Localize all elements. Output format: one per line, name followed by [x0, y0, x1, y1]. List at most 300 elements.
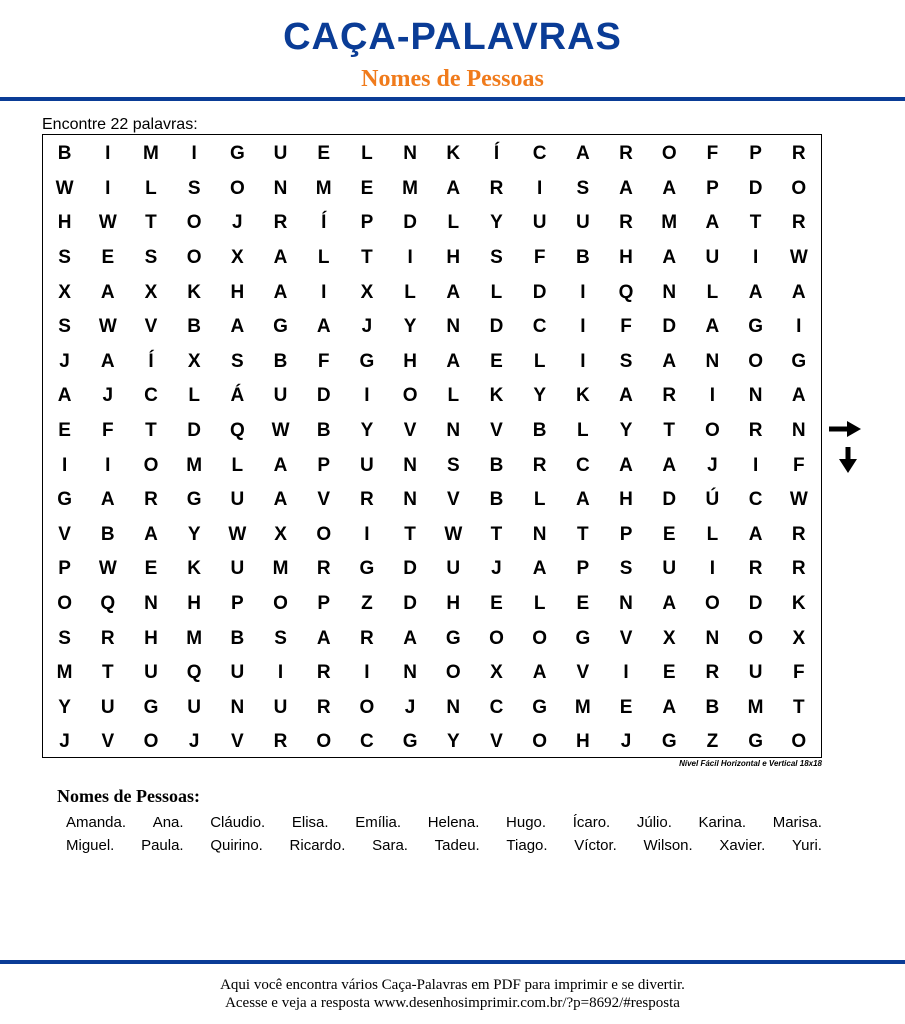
grid-cell[interactable]: B [230, 627, 245, 649]
grid-cell[interactable]: E [144, 558, 158, 580]
grid-cell[interactable]: X [144, 281, 158, 303]
grid-cell[interactable]: W [271, 420, 290, 442]
grid-cell[interactable]: W [55, 177, 74, 199]
grid-cell[interactable]: R [144, 489, 158, 511]
grid-cell[interactable]: I [277, 662, 284, 684]
grid-cell[interactable]: O [359, 696, 375, 718]
grid-cell[interactable]: O [445, 662, 461, 684]
grid-cell[interactable]: A [791, 281, 806, 303]
grid-cell[interactable]: V [144, 316, 158, 338]
grid-cell[interactable]: U [662, 558, 677, 580]
grid-cell[interactable]: D [489, 316, 504, 338]
grid-cell[interactable]: U [144, 662, 158, 684]
grid-cell[interactable]: T [361, 247, 373, 269]
grid-cell[interactable]: M [661, 212, 678, 234]
grid-cell[interactable]: O [316, 731, 332, 753]
grid-cell[interactable]: U [273, 385, 288, 407]
grid-cell[interactable]: Y [403, 316, 417, 338]
grid-cell[interactable]: L [706, 523, 719, 545]
grid-cell[interactable]: A [662, 177, 677, 199]
grid-cell[interactable]: B [100, 523, 115, 545]
grid-cell[interactable]: K [446, 143, 461, 165]
grid-cell[interactable]: Z [361, 593, 373, 615]
grid-cell[interactable]: Q [618, 281, 634, 303]
grid-cell[interactable]: B [187, 316, 202, 338]
grid-cell[interactable]: A [532, 662, 547, 684]
grid-cell[interactable]: X [490, 662, 503, 684]
grid-cell[interactable]: F [317, 350, 330, 372]
grid-cell[interactable]: O [143, 454, 159, 476]
grid-cell[interactable]: I [580, 350, 586, 372]
grid-cell[interactable]: T [577, 523, 589, 545]
grid-cell[interactable]: D [662, 489, 677, 511]
grid-cell[interactable]: M [143, 143, 159, 165]
grid-cell[interactable]: D [187, 420, 202, 442]
grid-cell[interactable]: R [791, 143, 806, 165]
grid-cell[interactable]: H [446, 247, 461, 269]
grid-cell[interactable]: J [232, 212, 243, 234]
grid-cell[interactable]: G [445, 627, 461, 649]
grid-cell[interactable]: X [792, 627, 806, 649]
grid-cell[interactable]: V [490, 731, 503, 753]
grid-cell[interactable]: R [489, 177, 504, 199]
grid-cell[interactable]: S [619, 350, 633, 372]
grid-cell[interactable]: O [748, 627, 763, 649]
grid-cell[interactable]: P [749, 143, 762, 165]
grid-cell[interactable]: M [186, 627, 203, 649]
grid-cell[interactable]: A [144, 523, 158, 545]
grid-cell[interactable]: M [574, 696, 591, 718]
grid-cell[interactable]: F [620, 316, 632, 338]
grid-cell[interactable]: D [316, 385, 331, 407]
grid-cell[interactable]: A [575, 143, 590, 165]
grid-cell[interactable]: V [619, 627, 633, 649]
grid-cell[interactable]: P [706, 177, 719, 199]
grid-cell[interactable]: D [748, 593, 763, 615]
grid-cell[interactable]: U [273, 696, 288, 718]
grid-cell[interactable]: R [748, 420, 763, 442]
grid-cell[interactable]: C [360, 731, 374, 753]
grid-cell[interactable]: U [100, 696, 115, 718]
grid-cell[interactable]: I [580, 281, 586, 303]
grid-cell[interactable]: O [791, 177, 807, 199]
grid-cell[interactable]: A [273, 489, 288, 511]
grid-cell[interactable]: F [792, 662, 805, 684]
grid-cell[interactable]: M [402, 177, 418, 199]
grid-cell[interactable]: L [706, 281, 719, 303]
grid-cell[interactable]: A [619, 454, 633, 476]
grid-cell[interactable]: I [709, 558, 716, 580]
grid-cell[interactable]: S [231, 350, 244, 372]
grid-cell[interactable]: O [748, 350, 763, 372]
grid-cell[interactable]: W [789, 489, 808, 511]
grid-cell[interactable]: Í [148, 350, 154, 372]
grid-cell[interactable]: Í [493, 143, 500, 165]
grid-cell[interactable]: L [317, 247, 330, 269]
grid-cell[interactable]: N [705, 627, 720, 649]
grid-cell[interactable]: A [705, 212, 720, 234]
grid-cell[interactable]: C [748, 489, 763, 511]
grid-cell[interactable]: L [490, 281, 503, 303]
grid-cell[interactable]: R [316, 696, 331, 718]
grid-cell[interactable]: A [748, 523, 763, 545]
grid-cell[interactable]: G [575, 627, 591, 649]
grid-cell[interactable]: T [145, 420, 157, 442]
grid-cell[interactable]: M [747, 696, 764, 718]
grid-cell[interactable]: B [575, 247, 590, 269]
grid-cell[interactable]: P [360, 212, 374, 234]
grid-cell[interactable]: W [98, 558, 117, 580]
grid-cell[interactable]: U [230, 489, 245, 511]
grid-cell[interactable]: E [360, 177, 374, 199]
grid-cell[interactable]: O [186, 247, 202, 269]
grid-cell[interactable]: I [105, 454, 111, 476]
grid-cell[interactable]: H [144, 627, 158, 649]
grid-cell[interactable]: E [101, 247, 115, 269]
grid-cell[interactable]: O [143, 731, 159, 753]
grid-cell[interactable]: N [446, 420, 461, 442]
grid-cell[interactable]: Á [230, 385, 245, 407]
grid-cell[interactable]: T [663, 420, 676, 442]
grid-cell[interactable]: U [748, 662, 763, 684]
grid-cell[interactable]: N [446, 696, 461, 718]
grid-cell[interactable]: E [490, 593, 503, 615]
grid-cell[interactable]: E [662, 662, 676, 684]
grid-cell[interactable]: T [404, 523, 416, 545]
grid-cell[interactable]: P [576, 558, 590, 580]
grid-cell[interactable]: M [272, 558, 289, 580]
grid-cell[interactable]: K [791, 593, 806, 615]
grid-cell[interactable]: Q [186, 662, 202, 684]
grid-cell[interactable]: G [791, 350, 807, 372]
grid-cell[interactable]: Q [229, 420, 245, 442]
grid-cell[interactable]: Ú [705, 489, 720, 511]
grid-cell[interactable]: B [705, 696, 720, 718]
grid-cell[interactable]: V [58, 523, 71, 545]
grid-cell[interactable]: D [748, 177, 763, 199]
grid-cell[interactable]: J [59, 731, 70, 753]
grid-cell[interactable]: A [316, 627, 331, 649]
grid-cell[interactable]: N [403, 143, 417, 165]
grid-cell[interactable]: D [403, 558, 417, 580]
grid-cell[interactable]: R [273, 731, 288, 753]
grid-cell[interactable]: K [187, 281, 202, 303]
grid-cell[interactable]: A [273, 247, 288, 269]
grid-cell[interactable]: S [58, 247, 71, 269]
grid-cell[interactable]: I [105, 177, 111, 199]
grid-cell[interactable]: E [619, 696, 633, 718]
grid-cell[interactable]: O [532, 627, 548, 649]
grid-cell[interactable]: V [446, 489, 460, 511]
grid-cell[interactable]: A [446, 281, 461, 303]
grid-cell[interactable]: J [188, 731, 200, 753]
grid-cell[interactable]: U [273, 143, 288, 165]
grid-cell[interactable]: L [533, 593, 546, 615]
grid-cell[interactable]: K [575, 385, 590, 407]
grid-cell[interactable]: B [489, 454, 504, 476]
grid-cell[interactable]: W [98, 212, 117, 234]
grid-cell[interactable]: K [187, 558, 202, 580]
grid-cell[interactable]: A [662, 696, 677, 718]
grid-cell[interactable]: F [706, 143, 719, 165]
grid-cell[interactable]: J [491, 558, 502, 580]
grid-cell[interactable]: X [274, 523, 287, 545]
grid-cell[interactable]: M [56, 662, 73, 684]
grid-cell[interactable]: H [619, 247, 633, 269]
grid-cell[interactable]: V [231, 731, 244, 753]
grid-cell[interactable]: U [230, 662, 245, 684]
grid-cell[interactable]: Y [446, 731, 460, 753]
grid-cell[interactable]: L [447, 212, 460, 234]
grid-cell[interactable]: E [576, 593, 590, 615]
grid-cell[interactable]: H [575, 731, 590, 753]
grid-cell[interactable]: V [403, 420, 417, 442]
grid-cell[interactable]: M [315, 177, 332, 199]
grid-cell[interactable]: C [532, 143, 547, 165]
grid-cell[interactable]: L [404, 281, 416, 303]
grid-cell[interactable]: G [748, 731, 763, 753]
grid-cell[interactable]: X [360, 281, 374, 303]
grid-cell[interactable]: G [229, 143, 245, 165]
grid-cell[interactable]: P [58, 558, 71, 580]
grid-cell[interactable]: F [533, 247, 546, 269]
grid-cell[interactable]: X [231, 247, 244, 269]
grid-cell[interactable]: L [361, 143, 373, 165]
grid-cell[interactable]: A [446, 350, 461, 372]
grid-cell[interactable]: S [58, 316, 71, 338]
grid-cell[interactable]: A [273, 281, 288, 303]
grid-cell[interactable]: T [145, 212, 157, 234]
grid-cell[interactable]: N [532, 523, 547, 545]
grid-cell[interactable]: U [446, 558, 461, 580]
grid-cell[interactable]: N [144, 593, 158, 615]
grid-cell[interactable]: I [364, 385, 370, 407]
grid-cell[interactable]: L [533, 489, 546, 511]
grid-cell[interactable]: N [791, 420, 806, 442]
grid-cell[interactable]: S [187, 177, 201, 199]
grid-cell[interactable]: I [105, 143, 111, 165]
grid-cell[interactable]: Z [706, 731, 719, 753]
grid-cell[interactable]: B [489, 489, 504, 511]
grid-cell[interactable]: R [791, 212, 806, 234]
grid-cell[interactable]: E [58, 420, 71, 442]
grid-cell[interactable]: H [619, 489, 633, 511]
grid-cell[interactable]: A [100, 350, 115, 372]
grid-cell[interactable]: Q [100, 593, 116, 615]
grid-cell[interactable]: G [661, 731, 677, 753]
grid-cell[interactable]: A [100, 281, 115, 303]
grid-cell[interactable]: O [661, 143, 677, 165]
grid-cell[interactable]: C [489, 696, 504, 718]
grid-cell[interactable]: I [752, 454, 759, 476]
grid-cell[interactable]: Y [187, 523, 201, 545]
grid-cell[interactable]: X [662, 627, 676, 649]
grid-cell[interactable]: L [577, 420, 589, 442]
grid-cell[interactable]: K [489, 385, 504, 407]
grid-cell[interactable]: X [58, 281, 71, 303]
grid-cell[interactable]: H [230, 281, 245, 303]
grid-cell[interactable]: E [662, 523, 676, 545]
grid-cell[interactable]: H [403, 350, 417, 372]
grid-cell[interactable]: B [273, 350, 288, 372]
grid-cell[interactable]: E [490, 350, 503, 372]
grid-cell[interactable]: N [403, 489, 417, 511]
grid-cell[interactable]: S [58, 627, 71, 649]
grid-cell[interactable]: D [403, 212, 417, 234]
grid-cell[interactable]: A [57, 385, 72, 407]
grid-cell[interactable]: C [575, 454, 590, 476]
grid-cell[interactable]: O [532, 731, 548, 753]
grid-cell[interactable]: O [57, 593, 72, 615]
grid-cell[interactable]: L [145, 177, 157, 199]
grid-cell[interactable]: W [789, 247, 808, 269]
grid-cell[interactable]: C [144, 385, 158, 407]
grid-cell[interactable]: R [705, 662, 720, 684]
grid-cell[interactable]: Í [321, 212, 327, 234]
grid-cell[interactable]: G [532, 696, 548, 718]
grid-cell[interactable]: V [490, 420, 503, 442]
grid-cell[interactable]: I [364, 523, 370, 545]
grid-cell[interactable]: O [229, 177, 245, 199]
grid-cell[interactable]: G [359, 558, 375, 580]
grid-cell[interactable]: N [705, 350, 720, 372]
grid-cell[interactable]: A [662, 593, 677, 615]
grid-cell[interactable]: I [537, 177, 543, 199]
grid-cell[interactable]: S [446, 454, 460, 476]
grid-cell[interactable]: A [619, 177, 633, 199]
grid-cell[interactable]: O [705, 593, 720, 615]
grid-cell[interactable]: U [705, 247, 720, 269]
grid-cell[interactable]: A [662, 247, 677, 269]
grid-cell[interactable]: O [489, 627, 504, 649]
grid-cell[interactable]: O [402, 385, 418, 407]
grid-cell[interactable]: J [102, 385, 114, 407]
grid-cell[interactable]: S [274, 627, 287, 649]
grid-cell[interactable]: A [230, 316, 245, 338]
grid-cell[interactable]: A [316, 316, 331, 338]
grid-cell[interactable]: B [316, 420, 331, 442]
grid-cell[interactable]: T [792, 696, 805, 718]
grid-cell[interactable]: R [619, 212, 633, 234]
grid-cell[interactable]: S [490, 247, 503, 269]
grid-cell[interactable]: I [61, 454, 68, 476]
grid-cell[interactable]: H [187, 593, 202, 615]
grid-cell[interactable]: R [100, 627, 115, 649]
grid-cell[interactable]: S [619, 558, 633, 580]
grid-cell[interactable]: Y [619, 420, 633, 442]
grid-cell[interactable]: X [187, 350, 201, 372]
grid-cell[interactable]: G [57, 489, 72, 511]
grid-cell[interactable]: R [532, 454, 547, 476]
grid-cell[interactable]: P [317, 454, 331, 476]
grid-cell[interactable]: H [57, 212, 72, 234]
grid-cell[interactable]: P [619, 523, 633, 545]
grid-cell[interactable]: R [748, 558, 763, 580]
grid-cell[interactable]: W [444, 523, 463, 545]
grid-cell[interactable]: G [186, 489, 202, 511]
grid-cell[interactable]: R [360, 489, 374, 511]
grid-cell[interactable]: I [364, 662, 370, 684]
grid-cell[interactable]: N [446, 316, 461, 338]
grid-cell[interactable]: U [575, 212, 590, 234]
grid-cell[interactable]: N [403, 662, 417, 684]
grid-cell[interactable]: E [317, 143, 331, 165]
grid-cell[interactable]: T [101, 662, 114, 684]
grid-cell[interactable]: A [273, 454, 288, 476]
grid-cell[interactable]: H [446, 593, 461, 615]
grid-cell[interactable]: P [231, 593, 244, 615]
grid-cell[interactable]: D [532, 281, 547, 303]
grid-cell[interactable]: O [705, 420, 720, 442]
grid-cell[interactable]: T [490, 523, 503, 545]
grid-cell[interactable]: O [791, 731, 807, 753]
grid-cell[interactable]: D [403, 593, 417, 615]
grid-cell[interactable]: A [619, 385, 633, 407]
grid-cell[interactable]: N [230, 696, 245, 718]
grid-cell[interactable]: Y [360, 420, 374, 442]
grid-cell[interactable]: G [748, 316, 763, 338]
grid-cell[interactable]: I [580, 316, 586, 338]
grid-cell[interactable]: G [359, 350, 375, 372]
grid-cell[interactable]: S [576, 177, 590, 199]
grid-cell[interactable]: L [231, 454, 244, 476]
grid-cell[interactable]: A [100, 489, 115, 511]
grid-cell[interactable]: R [360, 627, 374, 649]
grid-cell[interactable]: I [752, 247, 759, 269]
grid-cell[interactable]: N [662, 281, 677, 303]
grid-cell[interactable]: L [447, 385, 460, 407]
grid-cell[interactable]: I [796, 316, 802, 338]
grid-cell[interactable]: I [407, 247, 413, 269]
grid-cell[interactable]: I [321, 281, 327, 303]
grid-cell[interactable]: A [705, 316, 720, 338]
grid-cell[interactable]: O [186, 212, 202, 234]
grid-cell[interactable]: R [791, 558, 806, 580]
grid-cell[interactable]: N [403, 454, 417, 476]
grid-cell[interactable]: V [101, 731, 115, 753]
grid-cell[interactable]: R [316, 558, 331, 580]
grid-cell[interactable]: V [317, 489, 331, 511]
grid-cell[interactable]: C [532, 316, 547, 338]
grid-cell[interactable]: J [404, 696, 416, 718]
grid-cell[interactable]: F [792, 454, 805, 476]
grid-cell[interactable]: W [228, 523, 247, 545]
grid-cell[interactable]: A [446, 177, 461, 199]
grid-cell[interactable]: J [59, 350, 70, 372]
grid-cell[interactable]: U [532, 212, 547, 234]
grid-cell[interactable]: I [709, 385, 716, 407]
grid-cell[interactable]: G [402, 731, 418, 753]
grid-cell[interactable]: U [230, 558, 245, 580]
grid-cell[interactable]: Y [533, 385, 546, 407]
grid-cell[interactable]: U [360, 454, 374, 476]
grid-cell[interactable]: B [532, 420, 547, 442]
grid-cell[interactable]: A [575, 489, 590, 511]
grid-cell[interactable]: L [188, 385, 200, 407]
grid-cell[interactable]: L [533, 350, 546, 372]
grid-cell[interactable]: J [620, 731, 632, 753]
grid-cell[interactable]: I [191, 143, 197, 165]
grid-cell[interactable]: R [273, 212, 288, 234]
grid-cell[interactable]: A [403, 627, 417, 649]
grid-cell[interactable]: J [361, 316, 373, 338]
grid-cell[interactable]: M [186, 454, 203, 476]
grid-cell[interactable]: A [748, 281, 763, 303]
grid-cell[interactable]: G [273, 316, 288, 338]
grid-cell[interactable]: D [662, 316, 677, 338]
grid-cell[interactable]: N [619, 593, 633, 615]
grid-cell[interactable]: G [143, 696, 159, 718]
